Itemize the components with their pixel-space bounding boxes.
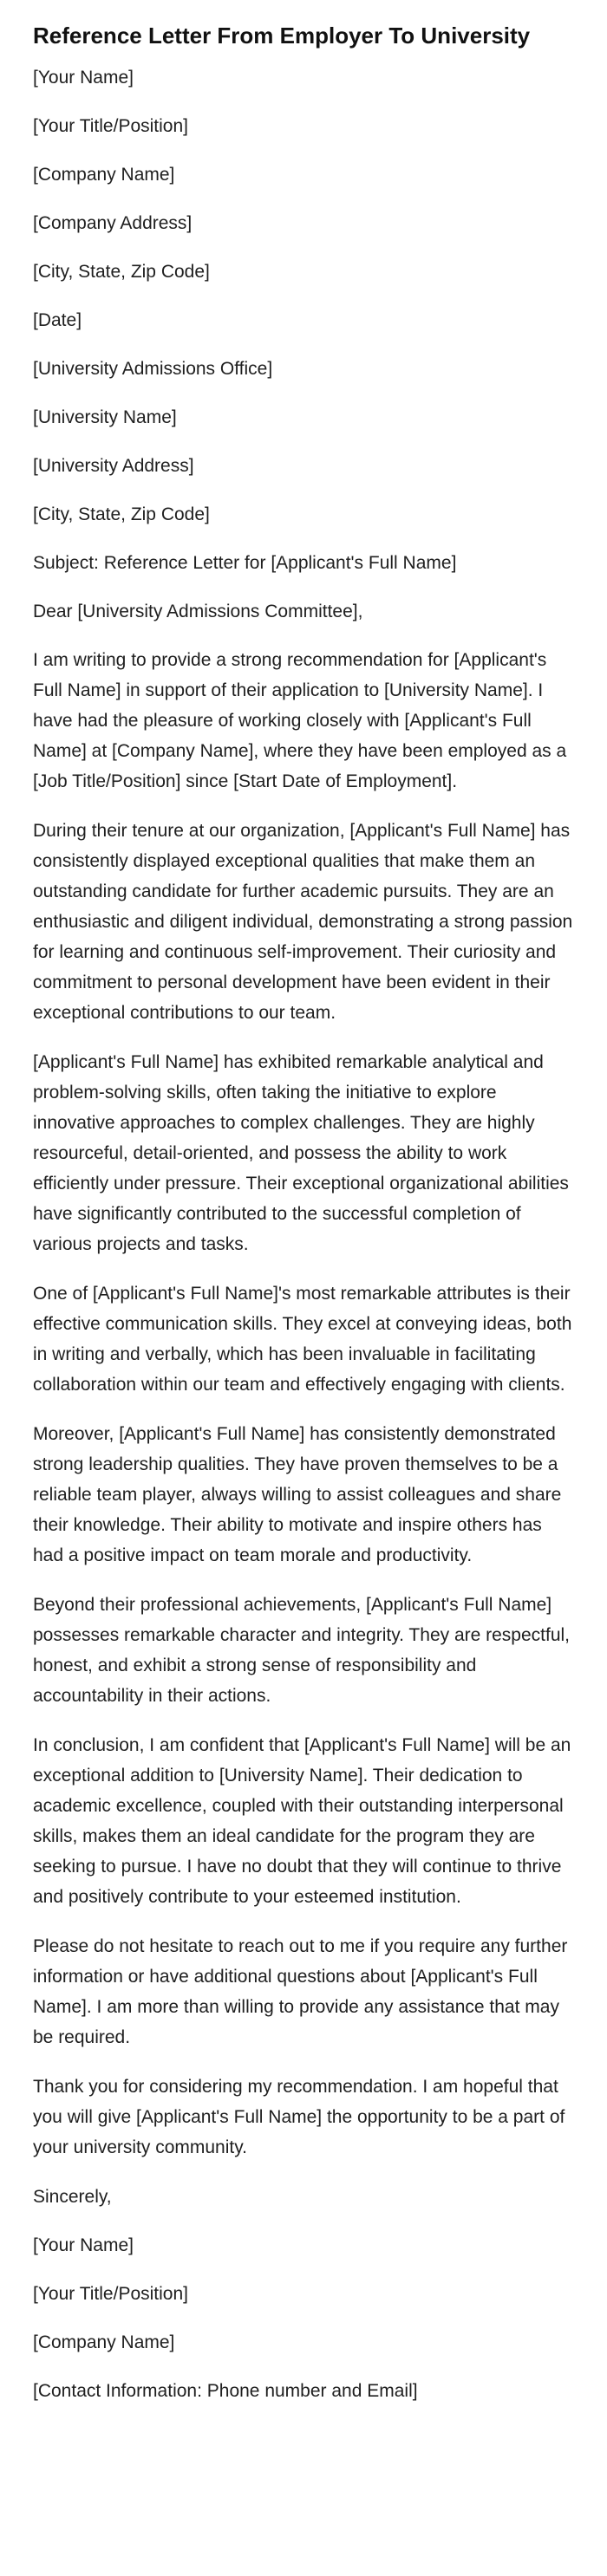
sender-block <box>33 62 574 287</box>
recipient-office: [University Admissions Office] <box>33 359 273 379</box>
body-paragraph: One of [Applicant's Full Name]'s most remarkable attributes is their effective communication skills. They excel at conveying ideas, both in writing and verbally, which has been invaluable in facilitating collaboration within our team and effectively engaging with clients. <box>33 1284 572 1395</box>
signature-title: [Your Title/Position] <box>33 2284 188 2304</box>
body-paragraph: In conclusion, I am confident that [Applicant's Full Name] will be an exceptional addition to [University Name]. Their dedication to academic excellence, coupled with their outstanding interpersonal skills, makes them an ideal candidate for the program they are seeking to pursue. I have no doubt that they will continue to thrive and positively contribute to your esteemed institution. <box>33 1735 571 1907</box>
recipient-block <box>33 354 574 530</box>
document-title: Reference Letter From Employer To University <box>33 23 531 49</box>
body-paragraph: Beyond their professional achievements, [Applicant's Full Name] possesses remarkable character and integrity. They are respectful, honest, and exhibit a strong sense of responsibility and accountability in their actions. <box>33 1595 571 1706</box>
body-paragraph: I am writing to provide a strong recommendation for [Applicant's Full Name] in support of their application to [University Name]. I have had the pleasure of working closely with [Applicant's Full Name] at [Company Name], where they have been employed as a [Job Title/Position] since [Start Date of Employment]. <box>33 650 567 791</box>
closing: Sincerely, <box>33 2187 112 2207</box>
body-paragraph: [Applicant's Full Name] has exhibited remarkable analytical and problem-solving skills, often taking the initiative to explore innovative approaches to complex challenges. They are highly resourceful, detail-oriented, and possess the ability to work efficiently under pressure. Their exceptional organizational abilities have significantly contributed to the successful completion of various projects and tasks. <box>33 1052 569 1254</box>
body-paragraph: During their tenure at our organization, [Applicant's Full Name] has consistently displayed exceptional qualities that make them an outstanding candidate for further academic pursuits. They are an enthusiastic and diligent individual, demonstrating a strong passion for learning and continuous self-improvement. Their curiosity and commitment to personal development have been evident in their exceptional contributions to our team. <box>33 821 573 1023</box>
recipient-address: [University Address] <box>33 456 194 476</box>
letter-body <box>33 645 574 2163</box>
signature-company: [Company Name] <box>33 2332 175 2352</box>
signature-block <box>33 2230 574 2406</box>
sender-title: [Your Title/Position] <box>33 116 188 136</box>
signature-contact: [Contact Information: Phone number and Email] <box>33 2381 418 2401</box>
sender-name: [Your Name] <box>33 68 134 88</box>
sender-address: [Company Address] <box>33 213 193 233</box>
body-paragraph: Thank you for considering my recommendation. I am hopeful that you will give [Applicant's Full Name] the opportunity to be a part of your university community. <box>33 2077 565 2157</box>
recipient-city-state-zip: [City, State, Zip Code] <box>33 504 210 524</box>
signature-name: [Your Name] <box>33 2235 134 2255</box>
sender-city-state-zip: [City, State, Zip Code] <box>33 262 210 282</box>
letter-date: [Date] <box>33 310 82 330</box>
body-paragraph: Please do not hesitate to reach out to me if you require any further information or have additional questions about [Applicant's Full Name]. I am more than willing to provide any assistance that may be required. <box>33 1936 568 2047</box>
sender-company: [Company Name] <box>33 165 175 185</box>
recipient-university: [University Name] <box>33 407 177 427</box>
body-paragraph: Moreover, [Applicant's Full Name] has consistently demonstrated strong leadership qualities. They have proven themselves to be a reliable team player, always willing to assist colleagues and share their knowledge. Their ability to motivate and inspire others has had a positive impact on team morale and productivity. <box>33 1424 562 1565</box>
subject-line: Subject: Reference Letter for [Applicant's Full Name] <box>33 553 457 573</box>
salutation: Dear [University Admissions Committee], <box>33 602 363 621</box>
